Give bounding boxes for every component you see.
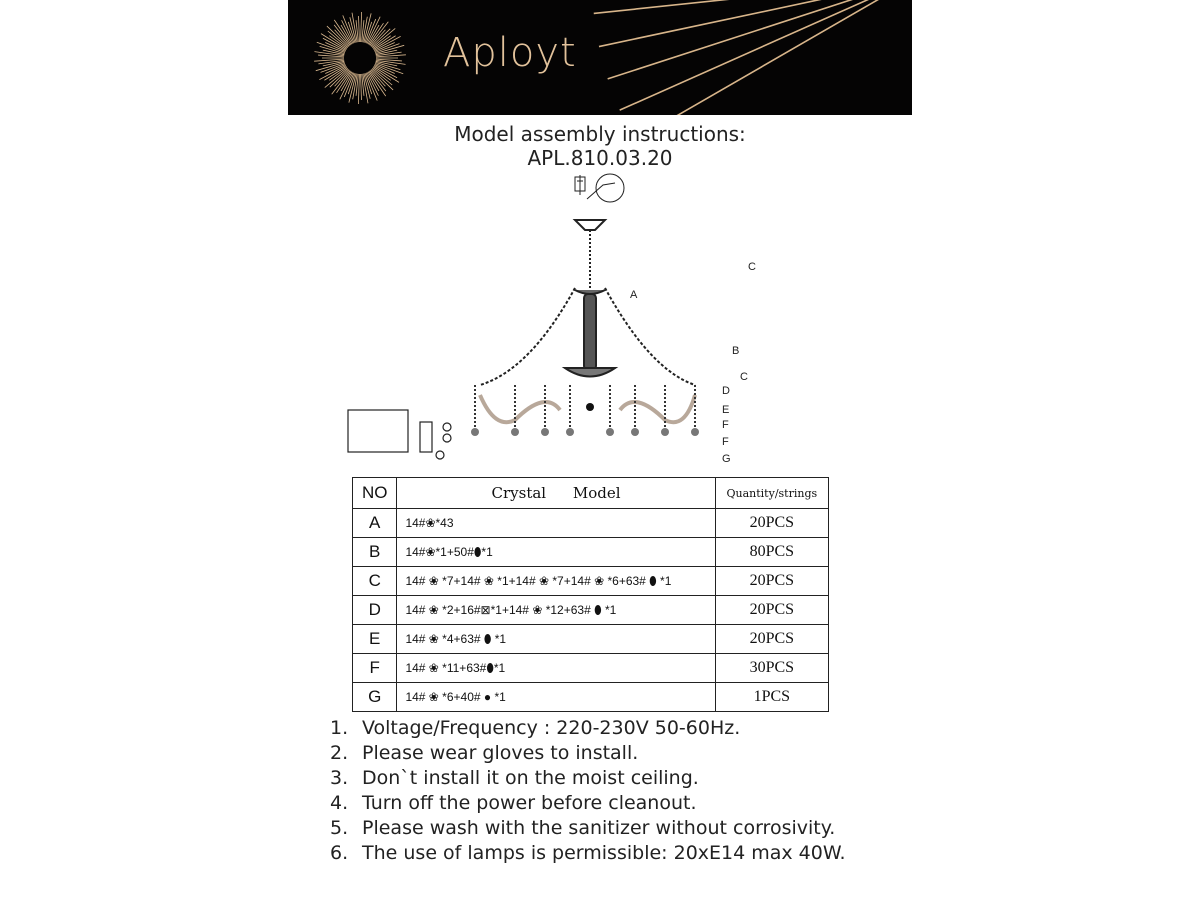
instruction-item — [330, 816, 846, 841]
instruction-number: 6. — [330, 842, 349, 864]
row-no: C — [353, 567, 397, 596]
table-header-row — [353, 478, 829, 509]
row-no: G — [353, 683, 397, 712]
crystal-drop — [541, 428, 549, 436]
instruction-number: 3. — [330, 767, 349, 789]
crystal-drops — [471, 385, 699, 436]
crystal-drop — [471, 428, 479, 436]
table-row — [353, 538, 829, 567]
instruction-item — [330, 791, 846, 816]
row-no: B — [353, 538, 397, 567]
instruction-item — [330, 741, 846, 766]
row-crystal-model: 14# ❀ *6+40# ● *1 — [397, 683, 715, 712]
sun-core — [345, 43, 375, 73]
part-label: E — [722, 404, 730, 416]
row-crystal-model: 14#❀*1+50#⬮*1 — [397, 538, 715, 567]
part-label: G — [722, 453, 731, 465]
table-row — [353, 654, 829, 683]
instruction-text: The use of lamps is permissible: 20xE14 max 40W. — [362, 842, 846, 864]
row-crystal-model: 14# ❀ *7+14# ❀ *1+14# ❀ *7+14# ❀ *6+63# ⬮ *1 — [397, 567, 715, 596]
row-quantity: 30PCS — [715, 654, 828, 683]
table-row — [353, 567, 829, 596]
instruction-text: Turn off the power before cleanout. — [362, 792, 697, 814]
table-row — [353, 509, 829, 538]
header-crystal-model: Crystal Model — [397, 478, 715, 509]
sunburst-decoration — [288, 0, 912, 115]
table-row — [353, 683, 829, 712]
instruction-number: 5. — [330, 817, 349, 839]
chain-a-right — [605, 288, 695, 385]
instruction-text: Please wash with the sanitizer without corrosivity. — [362, 817, 836, 839]
row-no: A — [353, 509, 397, 538]
instruction-number: 1. — [330, 717, 349, 739]
crystal-drop — [661, 428, 669, 436]
arm-left — [480, 395, 560, 422]
chandelier-diagram — [330, 170, 780, 470]
part-label: B — [732, 345, 740, 357]
page-title: Model assembly instructions: — [454, 122, 746, 146]
header-no: NO — [353, 478, 397, 509]
crystal-drop — [631, 428, 639, 436]
part-label: F — [722, 419, 729, 431]
row-no: E — [353, 625, 397, 654]
crystal-drop — [566, 428, 574, 436]
instructions-list — [330, 716, 846, 866]
row-quantity: 1PCS — [715, 683, 828, 712]
row-quantity: 80PCS — [715, 538, 828, 567]
row-no: F — [353, 654, 397, 683]
bowl — [565, 368, 615, 377]
arm-right — [620, 395, 695, 422]
instruction-number: 4. — [330, 792, 349, 814]
instruction-item — [330, 841, 846, 866]
part-label: C — [748, 261, 756, 273]
instruction-item — [330, 716, 846, 741]
instruction-text: Don`t install it on the moist ceiling. — [362, 767, 699, 789]
crystal-drop — [691, 428, 699, 436]
corner-rays — [592, 0, 912, 115]
part-label: C — [740, 371, 748, 383]
part-label: D — [722, 385, 730, 397]
row-crystal-model: 14# ❀ *4+63# ⬮ *1 — [397, 625, 715, 654]
row-crystal-model: 14# ❀ *2+16#⊠*1+14# ❀ *12+63# ⬮ *1 — [397, 596, 715, 625]
instruction-text: Voltage/Frequency : 220-230V 50-60Hz. — [362, 717, 741, 739]
part-label: A — [630, 289, 638, 301]
crystal-drop — [511, 428, 519, 436]
row-quantity: 20PCS — [715, 509, 828, 538]
instruction-number: 2. — [330, 742, 349, 764]
table-row — [353, 625, 829, 654]
instruction-text: Please wear gloves to install. — [362, 742, 639, 764]
row-quantity: 20PCS — [715, 596, 828, 625]
wiring-detail-icon — [575, 174, 624, 202]
row-crystal-model: 14# ❀ *11+63#⬮*1 — [397, 654, 715, 683]
brand-name: Aployt — [443, 30, 577, 76]
model-number: APL.810.03.20 — [527, 146, 673, 170]
row-crystal-model: 14#❀*43 — [397, 509, 715, 538]
row-quantity: 20PCS — [715, 625, 828, 654]
ceiling-canopy — [575, 220, 605, 230]
row-no: D — [353, 596, 397, 625]
central-stem — [584, 294, 596, 370]
table-row — [353, 596, 829, 625]
instruction-item — [330, 766, 846, 791]
crystal-drop — [606, 428, 614, 436]
part-label: F — [722, 436, 729, 448]
header-quantity: Quantity/strings — [715, 478, 828, 509]
chain-a-left — [480, 288, 575, 385]
crystal-table — [352, 477, 829, 712]
brand-banner — [288, 0, 912, 115]
connector-block — [348, 410, 451, 459]
row-quantity: 20PCS — [715, 567, 828, 596]
